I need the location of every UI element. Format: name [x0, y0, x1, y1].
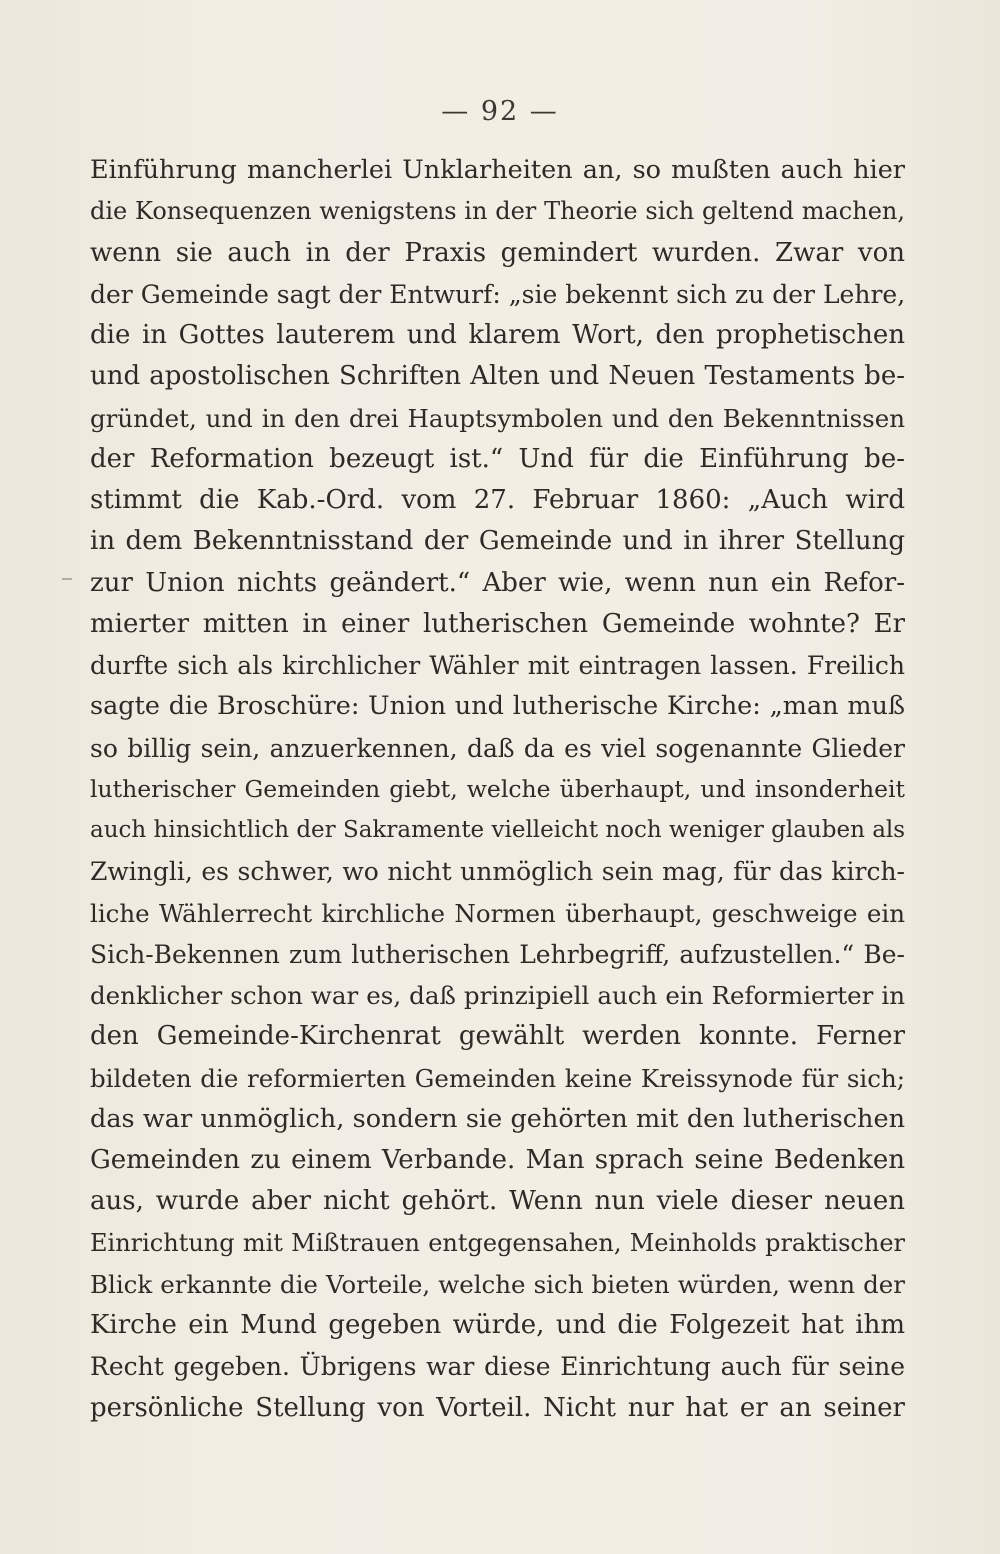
page-number: — 92 —: [441, 96, 559, 127]
text-line: Einrichtung mit Mißtrauen entgegensahen, Meinholds praktischer: [90, 1228, 905, 1257]
text-line: aus, wurde aber nicht gehört. Wenn nun viele dieser neuen: [90, 1186, 905, 1217]
text-line: das war unmöglich, sondern sie gehörten mit den lutherischen: [90, 1103, 905, 1134]
text-line: Recht gegeben. Übrigens war diese Einrichtung auch für seine: [90, 1352, 905, 1382]
text-line: bildeten die reformierten Gemeinden keine Kreissynode für sich;: [90, 1063, 905, 1093]
text-line: sagte die Broschüre: Union und lutherische Kirche: „man muß: [90, 691, 905, 722]
text-line: Blick erkannte die Vorteile, welche sich bieten würden, wenn der: [90, 1269, 905, 1299]
text-line: Kirche ein Mund gegeben würde, und die Folgezeit hat ihm: [90, 1310, 905, 1340]
text-line: liche Wählerrecht kirchliche Normen überhaupt, geschweige ein: [90, 898, 905, 928]
text-line: auch hinsichtlich der Sakramente vielleicht noch weniger glauben als: [90, 817, 905, 843]
text-line: lutherischer Gemeinden giebt, welche überhaupt, und insonderheit: [90, 774, 905, 803]
text-line: und apostolischen Schriften Alten und Neuen Testaments be-: [90, 361, 905, 392]
margin-mark: [62, 578, 72, 580]
text-line: der Gemeinde sagt der Entwurf: „sie bekennt sich zu der Lehre,: [90, 279, 905, 309]
text-line: der Reformation bezeugt ist.“ Und für die Einführung be-: [90, 443, 905, 474]
text-line: so billig sein, anzuerkennen, daß da es viel sogenannte Glieder: [90, 733, 905, 763]
text-line: mierter mitten in einer lutherischen Gemeinde wohnte? Er: [90, 608, 905, 639]
text-line: denklicher schon war es, daß prinzipiell auch ein Reformierter in: [90, 981, 905, 1010]
text-line: den Gemeinde-Kirchenrat gewählt werden konnte. Ferner: [90, 1021, 905, 1052]
text-line: die Konsequenzen wenigstens in der Theorie sich geltend machen,: [90, 197, 905, 226]
text-line: die in Gottes lauterem und klarem Wort, den prophetischen: [90, 320, 905, 350]
text-line: Sich-Bekennen zum lutherischen Lehrbegriff, aufzustellen.“ Be-: [90, 939, 905, 969]
text-line: persönliche Stellung von Vorteil. Nicht nur hat er an seiner: [90, 1392, 905, 1423]
text-line: Einführung mancherlei Unklarheiten an, so mußten auch hier: [90, 155, 905, 185]
text-line: wenn sie auch in der Praxis gemindert wurden. Zwar von: [90, 237, 905, 268]
body-text: [90, 150, 905, 1429]
text-line: zur Union nichts geändert.“ Aber wie, wenn nun ein Refor-: [90, 567, 905, 598]
text-line: in dem Bekenntnisstand der Gemeinde und in ihrer Stellung: [90, 526, 905, 557]
text-line: stimmt die Kab.-Ord. vom 27. Februar 1860: „Auch wird: [90, 485, 905, 515]
text-line: Zwingli, es schwer, wo nicht unmöglich sein mag, für das kirch-: [90, 857, 905, 887]
text-line: durfte sich als kirchlicher Wähler mit eintragen lassen. Freilich: [90, 651, 905, 680]
text-line: gründet, und in den drei Hauptsymbolen und den Bekenntnissen: [90, 403, 905, 433]
text-line: Gemeinden zu einem Verbande. Man sprach seine Bedenken: [90, 1145, 905, 1175]
